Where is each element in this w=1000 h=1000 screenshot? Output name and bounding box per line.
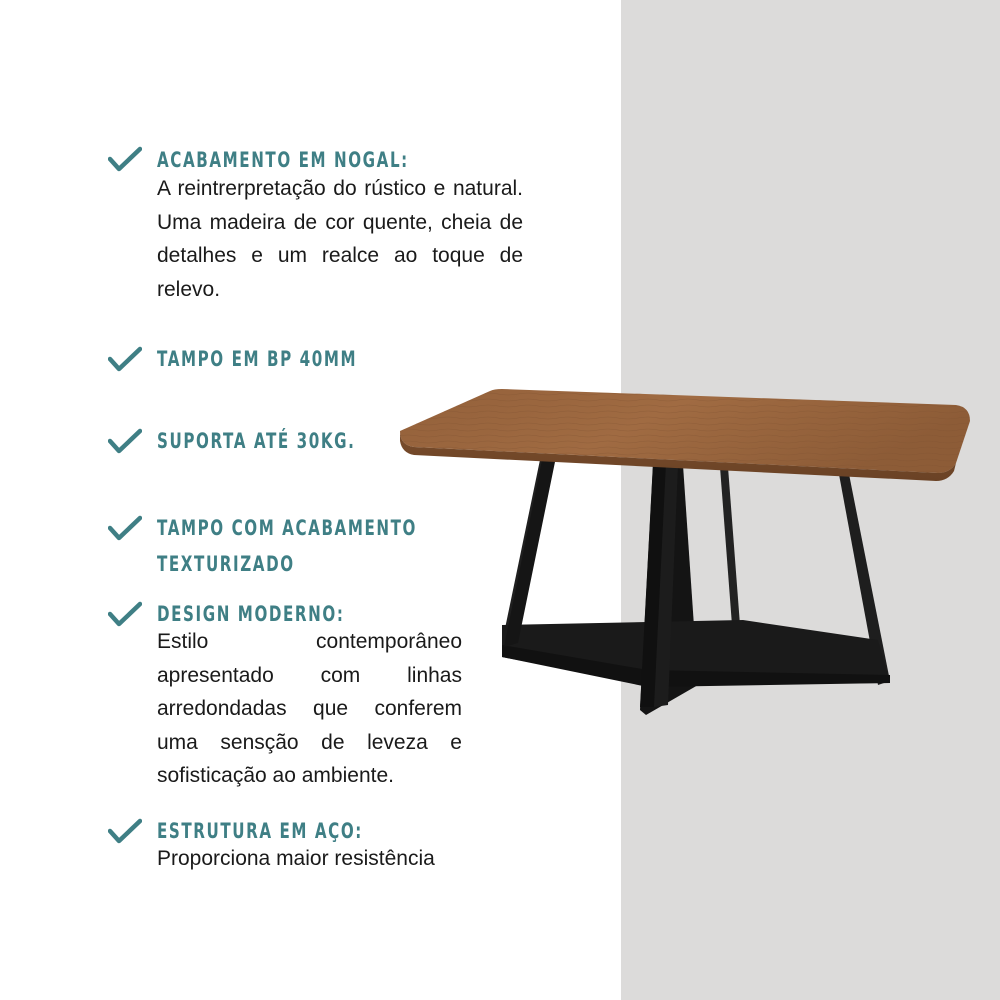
feature-title-line1: TAMPO COM ACABAMENTO <box>157 516 417 540</box>
feature-title-line2: TEXTURIZADO <box>157 552 295 576</box>
feature-title: DESIGN MODERNO: <box>157 602 345 626</box>
feature-title: SUPORTA ATÉ 30KG. <box>157 429 356 453</box>
feature-title: ACABAMENTO EM NOGAL: <box>157 148 409 172</box>
feature-description: Proporciona maior resistência <box>157 847 435 870</box>
checkmark-icon <box>108 601 142 627</box>
feature-description: A reintrerpretação do rústico e natural. Uma madeira de cor quente, cheia de detalhes e um realce ao toque de relevo. <box>157 177 523 301</box>
checkmark-icon <box>108 515 142 541</box>
checkmark-icon <box>108 146 142 172</box>
checkmark-icon <box>108 818 142 844</box>
feature-description: Estilo contemporâneo apresentado com linhas arredondadas que conferem uma sensção de leveza e sofisticação ao ambiente. <box>157 630 462 787</box>
coffee-table-image <box>398 385 976 715</box>
checkmark-icon <box>108 428 142 454</box>
feature-title: TAMPO EM BP 40MM <box>157 347 358 371</box>
feature-title: ESTRUTURA EM AÇO: <box>157 819 363 843</box>
checkmark-icon <box>108 346 142 372</box>
